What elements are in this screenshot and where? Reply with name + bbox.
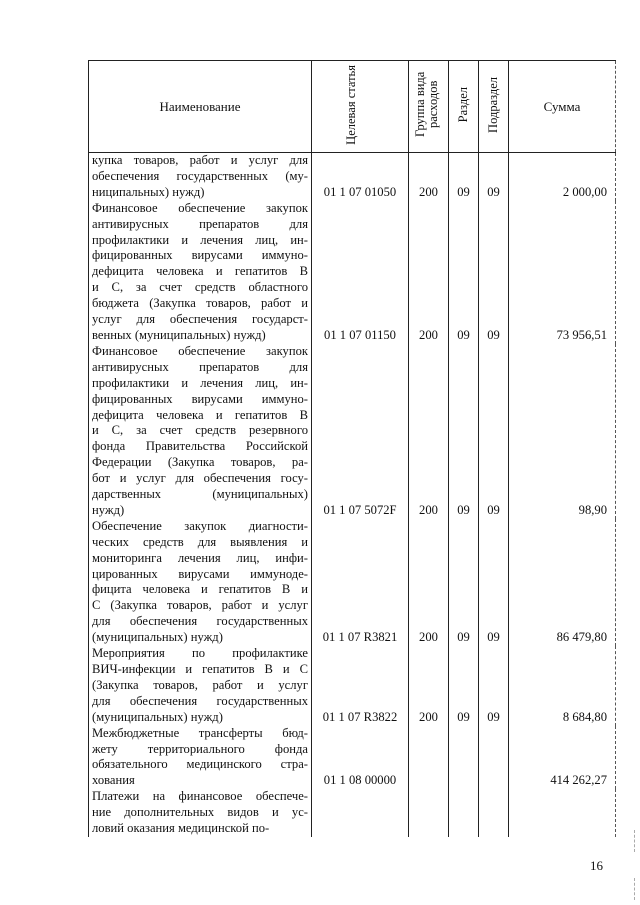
row-expense-group: 200 xyxy=(419,709,438,724)
row-section: 09 xyxy=(457,502,470,517)
row-article-cell xyxy=(312,519,409,646)
description-line: Обеспечение закупок диагности- xyxy=(92,518,308,533)
row-description xyxy=(89,789,311,837)
description-line: ВИЧ-инфекции и гепатитов В и С xyxy=(92,662,308,676)
header-expense-group xyxy=(409,61,449,153)
description-line: дарственных (муниципальных) xyxy=(92,487,308,502)
description-line: и С, за счет средств областного xyxy=(92,280,308,295)
row-article: 01 1 08 00000 xyxy=(323,773,397,788)
row-sum-cell xyxy=(509,201,616,344)
table-row xyxy=(89,153,616,201)
row-section-cell xyxy=(449,519,479,646)
description-line: Платежи на финансовое обеспече- xyxy=(92,789,308,804)
header-section-text: Раздел xyxy=(455,86,470,123)
description-line: Финансовое обеспечение закупок xyxy=(92,343,308,358)
row-subsection: 09 xyxy=(487,709,500,724)
header-subsection xyxy=(479,61,509,153)
row-section: 09 xyxy=(457,709,470,724)
description-line: дефицита человека и гепатитов В xyxy=(92,264,308,279)
row-article-cell xyxy=(312,344,409,519)
description-line: фонда Правительства Российской xyxy=(92,439,308,454)
row-expense-group-cell xyxy=(409,726,449,790)
row-subsection: 09 xyxy=(487,327,500,342)
row-expense-group-cell xyxy=(409,646,449,726)
description-line: (муниципальных) нужд) xyxy=(92,630,223,645)
description-line: антивирусных препаратов для xyxy=(92,216,308,231)
header-article xyxy=(312,61,409,153)
row-section-cell xyxy=(449,344,479,519)
row-section-cell xyxy=(449,646,479,726)
row-subsection-cell xyxy=(479,789,509,837)
row-name-cell xyxy=(89,726,312,790)
row-sum-cell xyxy=(509,153,616,201)
header-name: Наименование xyxy=(89,61,312,153)
header-section xyxy=(449,61,479,153)
description-line: нужд) xyxy=(92,502,125,517)
row-expense-group: 200 xyxy=(419,630,438,645)
description-line: Мероприятия по профилактике xyxy=(92,646,308,661)
table-row xyxy=(89,344,616,519)
row-article-cell xyxy=(312,646,409,726)
row-subsection-cell xyxy=(479,344,509,519)
header-subsection-text: Подраздел xyxy=(485,76,500,133)
description-line: услуг для обеспечения государст- xyxy=(92,312,308,327)
row-sum: 86 479,80 xyxy=(556,630,607,645)
margin-mark xyxy=(634,878,636,900)
row-subsection-cell xyxy=(479,201,509,344)
row-subsection-cell xyxy=(479,519,509,646)
description-line: профилактики и лечения лиц, ин- xyxy=(92,375,308,390)
row-section-cell xyxy=(449,153,479,201)
description-line: хования xyxy=(92,773,135,788)
description-line: ние дополнительных видов и ус- xyxy=(92,805,308,820)
row-subsection: 09 xyxy=(487,184,500,199)
row-section: 09 xyxy=(457,327,470,342)
row-sum-cell xyxy=(509,789,616,837)
row-sum-cell xyxy=(509,726,616,790)
row-sum-cell xyxy=(509,646,616,726)
row-name-cell xyxy=(89,789,312,837)
description-line: бот и услуг для обеспечения госу- xyxy=(92,471,308,486)
row-description xyxy=(89,726,311,790)
row-article-cell xyxy=(312,153,409,201)
row-name-cell xyxy=(89,519,312,646)
row-subsection: 09 xyxy=(487,630,500,645)
table-body xyxy=(89,153,616,837)
description-line: венных (муниципальных) нужд) xyxy=(92,327,266,342)
table-row xyxy=(89,646,616,726)
row-name-cell xyxy=(89,646,312,726)
description-line: для обеспечения государственных xyxy=(92,614,308,629)
table-row xyxy=(89,726,616,790)
table-row xyxy=(89,201,616,344)
row-name-cell xyxy=(89,153,312,201)
row-description xyxy=(89,344,311,519)
row-section-cell xyxy=(449,789,479,837)
row-article: 01 1 07 01050 xyxy=(323,184,397,199)
description-line: ческих средств для выявления и xyxy=(92,534,308,549)
budget-table xyxy=(88,60,616,837)
row-section: 09 xyxy=(457,184,470,199)
row-expense-group-cell xyxy=(409,344,449,519)
description-line: Федерации (Закупка товаров, ра- xyxy=(92,455,308,470)
row-subsection: 09 xyxy=(487,502,500,517)
description-line: ловий оказания медицинской по- xyxy=(92,821,270,836)
description-line: Межбюджетные трансферты бюд- xyxy=(92,725,308,740)
row-description xyxy=(89,646,311,726)
row-article: 01 1 07 R3822 xyxy=(322,709,398,724)
row-sum: 8 684,80 xyxy=(562,709,607,724)
row-sum: 73 956,51 xyxy=(556,327,607,342)
row-expense-group-cell xyxy=(409,153,449,201)
row-sum: 414 262,27 xyxy=(550,773,607,788)
description-line: и С, за счет средств резервного xyxy=(92,423,308,438)
table-header-row xyxy=(89,61,616,153)
description-line: фицита человека и гепатитов В и xyxy=(92,582,308,597)
row-description xyxy=(89,201,311,344)
table-row xyxy=(89,519,616,646)
row-expense-group-cell xyxy=(409,201,449,344)
row-subsection-cell xyxy=(479,646,509,726)
description-line: цированных вирусами иммуноде- xyxy=(92,566,308,581)
row-description xyxy=(89,153,311,201)
row-article-cell xyxy=(312,201,409,344)
description-line: жету территориального фонда xyxy=(92,741,308,756)
row-description xyxy=(89,519,311,646)
row-article: 01 1 07 5072F xyxy=(323,502,397,517)
description-line: бюджета (Закупка товаров, работ и xyxy=(92,296,308,311)
row-article: 01 1 07 01150 xyxy=(324,327,396,342)
description-line: мониторинга лечения лиц, инфи- xyxy=(92,550,308,565)
description-line: фицированных вирусами иммуно- xyxy=(92,391,308,406)
description-line: дефицита человека и гепатитов В xyxy=(92,407,308,422)
table-row xyxy=(89,789,616,837)
description-line: обеспечения государственных (му- xyxy=(92,168,308,183)
header-article-text: Целевая статья xyxy=(344,64,358,145)
description-line: С (Закупка товаров, работ и услуг xyxy=(92,598,308,613)
description-line: ниципальных) нужд) xyxy=(92,184,205,199)
row-article: 01 1 07 R3821 xyxy=(322,630,398,645)
row-section-cell xyxy=(449,201,479,344)
row-name-cell xyxy=(89,344,312,519)
description-line: профилактики и лечения лиц, ин- xyxy=(92,232,308,247)
row-subsection-cell xyxy=(479,726,509,790)
row-expense-group: 200 xyxy=(419,327,438,342)
margin-mark xyxy=(634,830,636,852)
row-subsection-cell xyxy=(479,153,509,201)
description-line: Финансовое обеспечение закупок xyxy=(92,200,308,215)
row-sum: 2 000,00 xyxy=(562,184,607,199)
header-sum: Сумма xyxy=(509,61,616,153)
row-expense-group: 200 xyxy=(419,184,438,199)
row-section-cell xyxy=(449,726,479,790)
header-expense-group-text: Группа вида расходов xyxy=(412,71,440,138)
description-line: фицированных вирусами иммуно- xyxy=(92,248,308,263)
row-sum: 98,90 xyxy=(578,502,607,517)
row-expense-group-cell xyxy=(409,519,449,646)
row-section: 09 xyxy=(457,630,470,645)
description-line: (муниципальных) нужд) xyxy=(92,709,223,724)
row-sum-cell xyxy=(509,344,616,519)
description-line: купка товаров, работ и услуг для xyxy=(92,153,308,167)
row-article-cell xyxy=(312,789,409,837)
row-sum-cell xyxy=(509,519,616,646)
row-name-cell xyxy=(89,201,312,344)
description-line: антивирусных препаратов для xyxy=(92,359,308,374)
row-article-cell xyxy=(312,726,409,790)
row-expense-group-cell xyxy=(409,789,449,837)
description-line: обязательного медицинского стра- xyxy=(92,757,308,772)
description-line: для обеспечения государственных xyxy=(92,693,308,708)
page-number: 16 xyxy=(590,858,603,873)
row-expense-group: 200 xyxy=(419,502,438,517)
description-line: (Закупка товаров, работ и услуг xyxy=(92,677,308,692)
